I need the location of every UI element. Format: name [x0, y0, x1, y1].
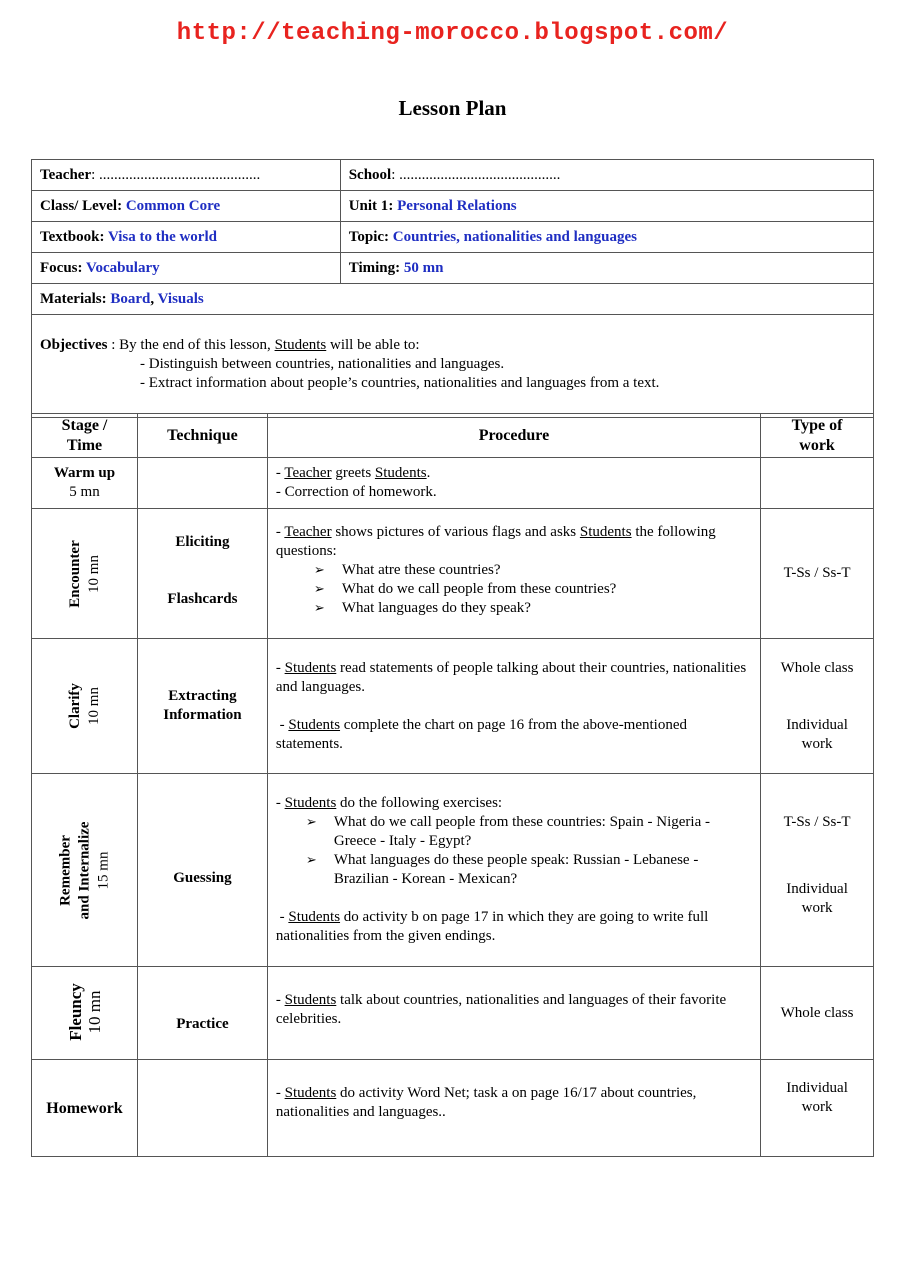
school-label: School — [348, 166, 392, 183]
unit-cell: Unit 1: Personal Relations — [340, 191, 873, 222]
class-label: Class/ Level — [40, 197, 118, 214]
textbook-value: Visa to the world — [107, 228, 217, 245]
procedure-cell: - Students do the following exercises: ➢ What do we call people from these countries: Spain - Nigeria - Greece - Italy - Egypt? ➢ What languages do these people speak: Russian - Lebanese - Brazilian - Korean - Mexican? - Students do activity b on page 17 in which they are going to write full nationalities from the given endings. — [267, 774, 760, 967]
col-header-technique: Technique — [137, 414, 267, 458]
unit-value: Personal Relations — [397, 197, 517, 214]
col-header-type: Type of work — [761, 414, 874, 458]
technique-cell: Guessing — [137, 774, 267, 967]
stage-homework: Homework — [32, 1060, 138, 1157]
work-cell: Whole class — [761, 967, 874, 1060]
school-cell — [340, 160, 873, 191]
technique-cell — [137, 1060, 267, 1157]
work-cell — [761, 458, 874, 509]
objectives-label: Objectives — [40, 336, 108, 353]
stage-remember: Remember and Internalize 15 mn — [32, 774, 138, 967]
col-header-stage: Stage / Time — [32, 414, 138, 458]
work-cell: T-Ss / Ss-T Individual work — [761, 774, 874, 967]
technique-cell: Extracting Information — [137, 639, 267, 774]
list-item: ➢ What languages do these people speak: Russian - Lebanese - Brazilian - Korean - Mexican? — [306, 851, 752, 889]
work-cell: Whole class Individual work — [761, 639, 874, 774]
stage-fluency: Fleuncy 10 mn — [32, 967, 138, 1060]
table-row — [32, 458, 874, 509]
teacher-label: Teacher — [40, 166, 92, 183]
objective-item: - Extract information about people’s countries, nationalities and languages from a text. — [140, 374, 660, 391]
teacher-cell — [32, 160, 341, 191]
materials-value-visuals: Visuals — [157, 290, 204, 307]
topic-value: Countries, nationalities and languages — [392, 228, 637, 245]
textbook-label: Textbook — [40, 228, 100, 245]
blog-url: http://teaching-morocco.blogspot.com/ — [176, 20, 729, 47]
table-row — [32, 1060, 874, 1157]
stage-encounter: Encounter 10 mn — [32, 509, 138, 639]
work-cell: T-Ss / Ss-T — [761, 509, 874, 639]
work-cell: Individual work — [761, 1060, 874, 1157]
procedure-cell: - Teacher shows pictures of various flags and asks Students the following questions: ➢ What atre these countries? ➢ What do we call people from these countries? ➢ What languages do they speak? — [267, 509, 760, 639]
materials-label: Materials — [40, 290, 102, 307]
topic-cell: Topic: Countries, nationalities and languages — [340, 222, 873, 253]
textbook-cell: Textbook: Visa to the world — [32, 222, 341, 253]
timing-value: 50 mn — [403, 259, 444, 276]
procedure-cell: - Students do activity Word Net; task a on page 16/17 about countries, nationalities and languages.. — [267, 1060, 760, 1157]
procedure-cell: - Teacher greets Students. - Correction of homework. — [267, 458, 760, 509]
page-title: Lesson Plan — [398, 96, 507, 120]
technique-cell: Eliciting Flashcards — [137, 509, 267, 639]
class-cell: Class/ Level: Common Core — [32, 191, 341, 222]
focus-cell: Focus: Vocabulary — [32, 253, 341, 284]
procedure-table — [31, 413, 874, 1157]
table-row — [32, 639, 874, 774]
teacher-value: : ........................................... — [91, 166, 261, 183]
table-row — [32, 774, 874, 967]
col-header-procedure: Procedure — [267, 414, 760, 458]
list-item: ➢ What do we call people from these countries? — [314, 580, 752, 599]
table-row — [32, 509, 874, 639]
objectives-intro: Objectives : By the end of this lesson, Students will be able to: — [40, 336, 420, 353]
list-item: ➢ What languages do they speak? — [314, 599, 752, 618]
topic-label: Topic — [348, 228, 385, 245]
objective-item: - Distinguish between countries, nationalities and languages. — [140, 355, 505, 372]
procedure-cell: - Students talk about countries, nationalities and languages of their favorite celebrities. — [267, 967, 760, 1060]
list-item: ➢ What atre these countries? — [314, 561, 752, 580]
stage-warmup: Warm up 5 mn — [32, 458, 138, 509]
materials-value-board: Board — [110, 290, 151, 307]
technique-cell — [137, 458, 267, 509]
class-value: Common Core — [125, 197, 221, 214]
technique-cell: Practice — [137, 967, 267, 1060]
timing-cell: Timing: 50 mn — [340, 253, 873, 284]
objectives-cell — [32, 315, 874, 418]
timing-label: Timing — [348, 259, 396, 276]
school-value: : ........................................... — [391, 166, 561, 183]
unit-label: Unit 1 — [348, 197, 389, 214]
info-table — [31, 159, 874, 418]
stage-clarify: Clarify 10 mn — [32, 639, 138, 774]
focus-value: Vocabulary — [85, 259, 160, 276]
focus-label: Focus — [40, 259, 78, 276]
materials-cell: Materials: Board, Visuals — [32, 284, 874, 315]
table-row — [32, 967, 874, 1060]
procedure-cell: - Students read statements of people talking about their countries, nationalities and languages. - Students complete the chart on page 16 from the above-mentioned statements. — [267, 639, 760, 774]
list-item: ➢ What do we call people from these countries: Spain - Nigeria - Greece - Italy - Egypt? — [306, 813, 752, 851]
